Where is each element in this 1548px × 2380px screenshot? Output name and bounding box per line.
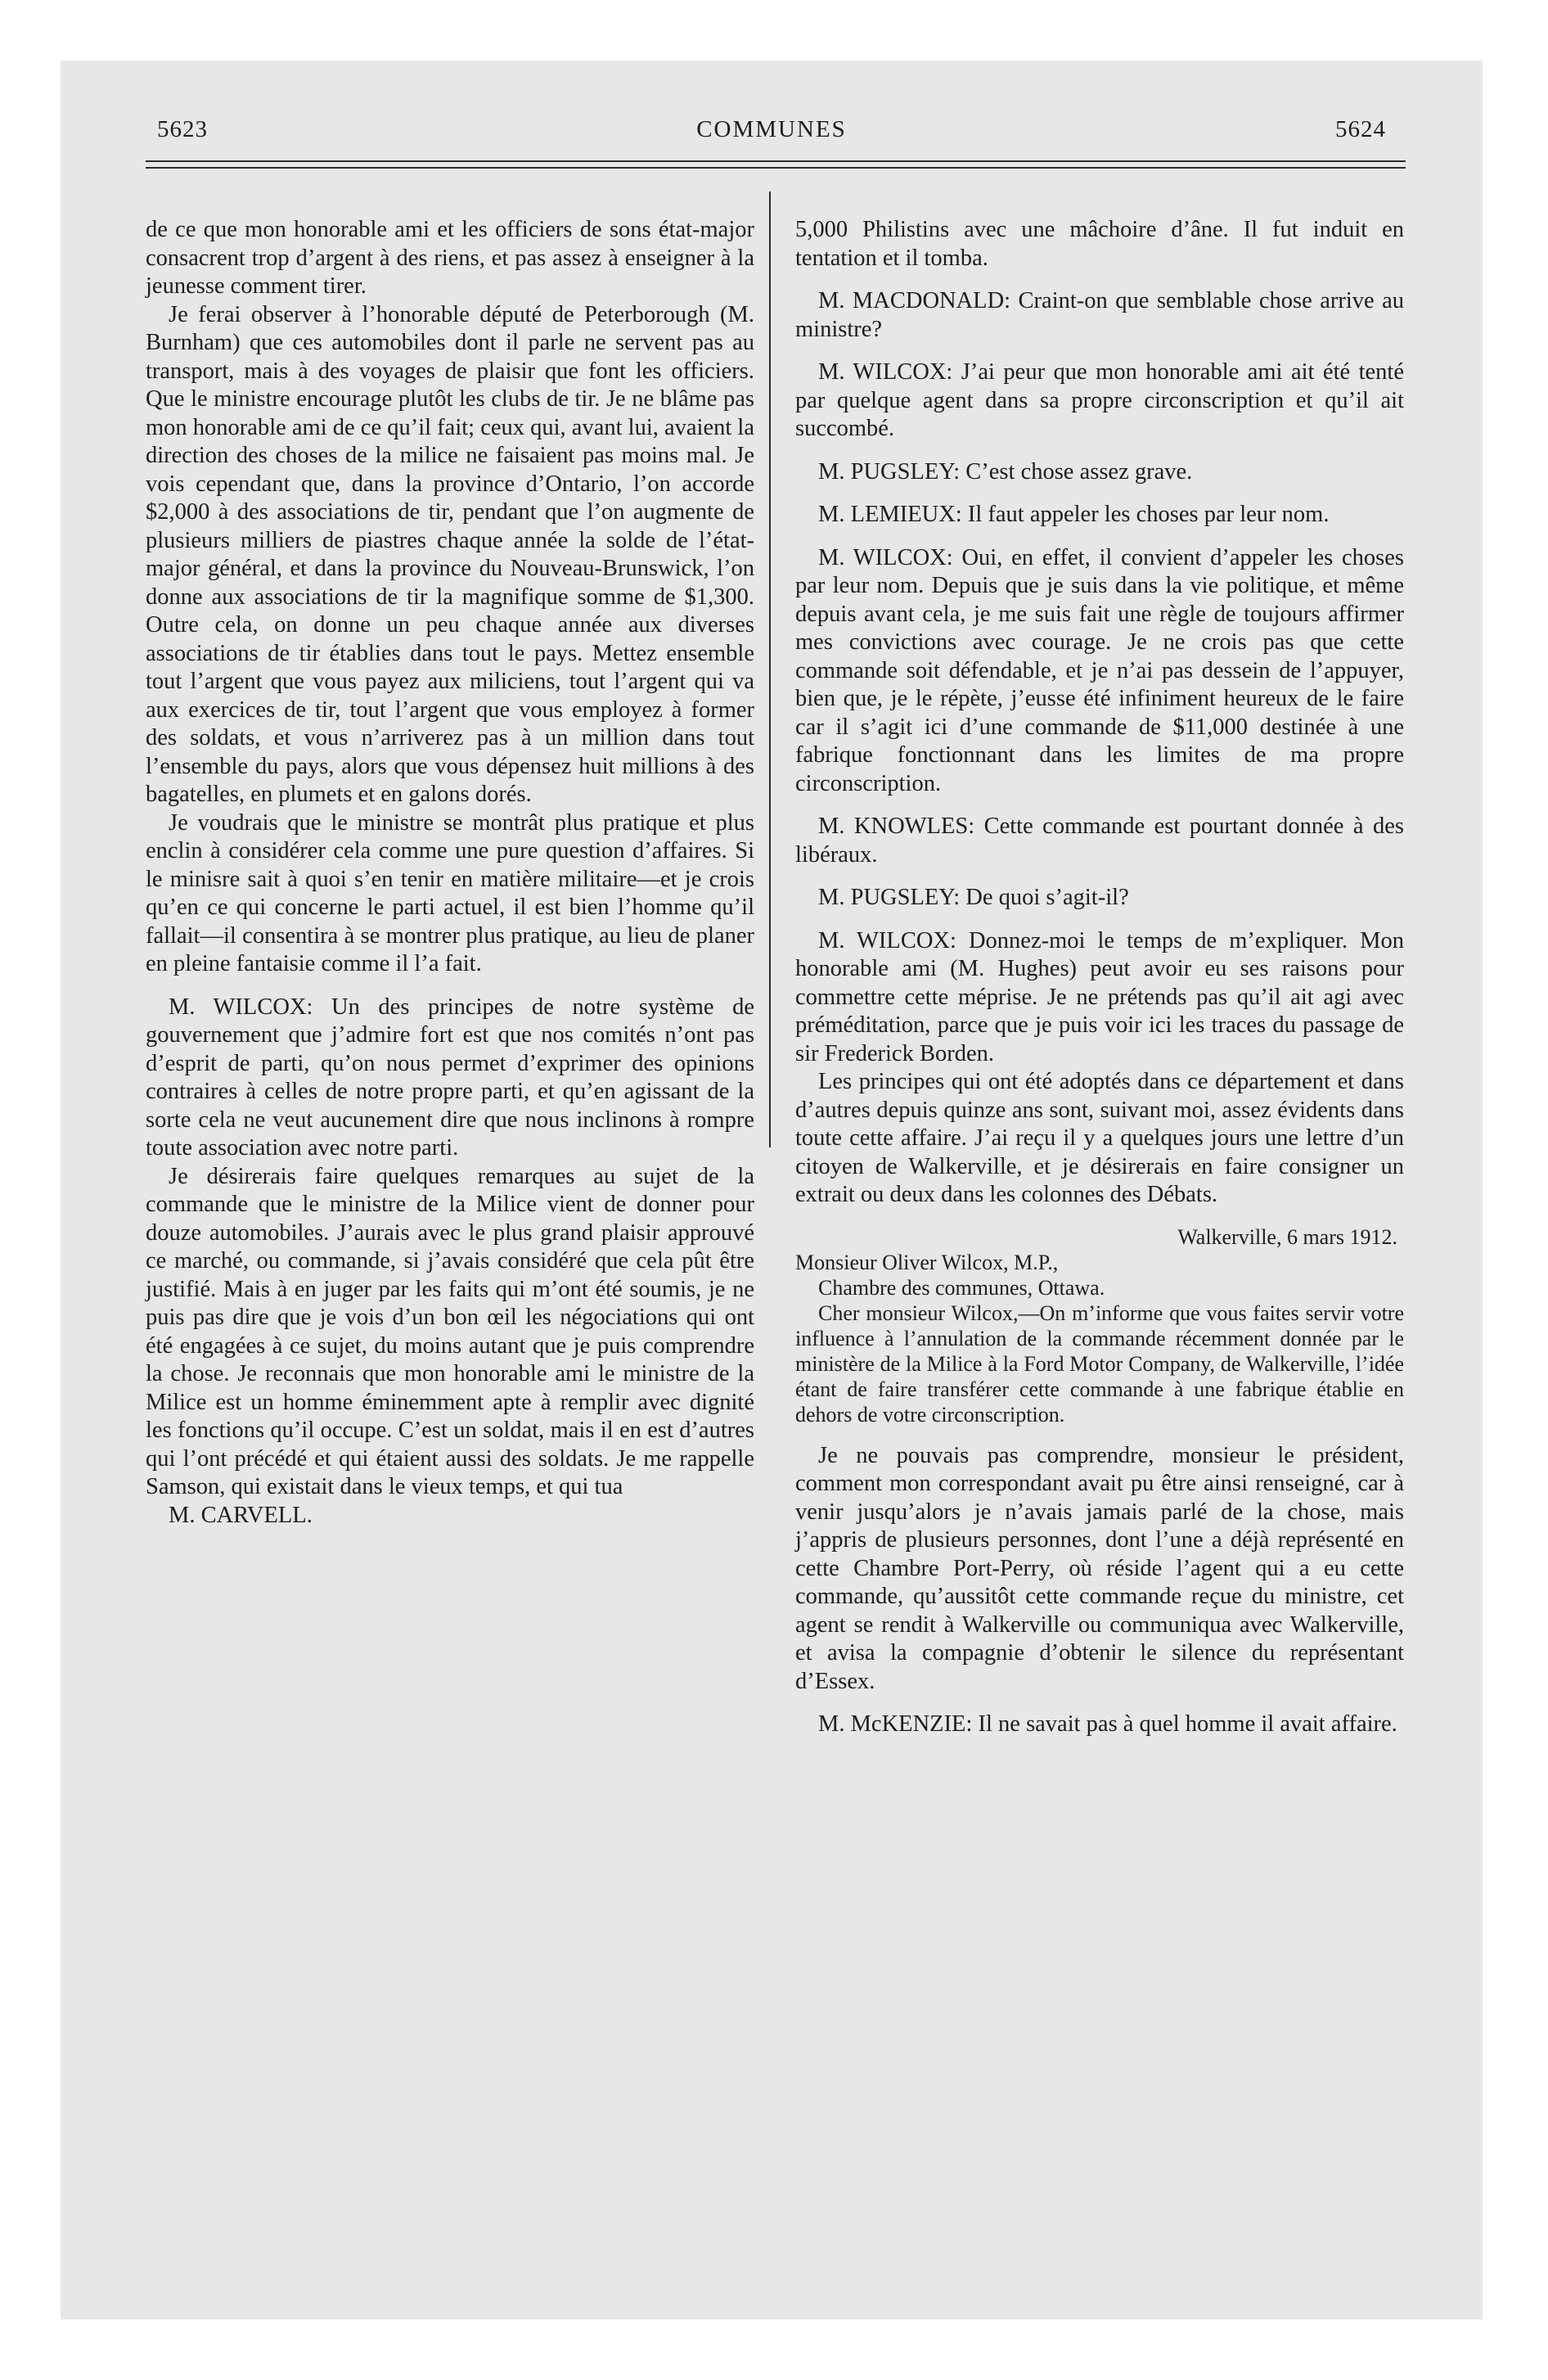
speech-wilcox: M. WILCOX: J’ai peur que mon honorable ami ait été tenté par quelque agent dans sa propre circonscription et qu’il ait succombé. <box>795 359 1404 441</box>
speech-lemieux: M. LEMIEUX: Il faut appeler les choses par leur nom. <box>818 502 1330 527</box>
speech-wilcox: M. WILCOX: Donnez-moi le temps de m’expliquer. Mon honorable ami (M. Hughes) peut avoir eu ses raisons pour commettre cette méprise. Je ne prétends pas qu’il ait agi avec préméditation, parce que je puis voir ici les traces du passage de sir Frederick Borden. <box>795 927 1404 1066</box>
speech-pugsley: M. PUGSLEY: De quoi s’agit-il? <box>818 885 1129 910</box>
paragraph: Je voudrais que le ministre se montrât plus pratique et plus enclin à considérer cela comme une pure question d’affaires. Si le minisre sait à quoi s’en tenir en matière militaire—et je crois qu’en ce qui concerne le parti actuel, il est bien l’homme qu’il fallait—il consentira à se montrer plus pratique, au lieu de planer en pleine fantaisie comme il l’a fait. <box>146 809 754 976</box>
paragraph: Je désirerais faire quelques remarques au sujet de la commande que le ministre de la Milice vient de donner pour douze automobiles. J’aurais avec le plus grand plaisir approuvé ce marché, ou commande, si j’avais considéré que cela pût être justifié. Mais à en juger par les faits qui m’ont été soumis, je ne puis pas dire que je vois d’un bon œil les négociations qui ont été engagées à ce sujet, du moins autant que je puis comprendre la chose. Je reconnais que mon honorable ami le ministre de la Milice est un homme éminemment apte à remplir avec dignité les fonctions qu’il occupe. C’est un soldat, mais il en est d’autres qui l’ont précédé et qui étaient aussi des soldats. Je me rappelle Samson, qui existait dans le vieux temps, et qui tua <box>146 1163 754 1499</box>
header-rule-top <box>146 160 1406 162</box>
right-column <box>795 216 1404 1739</box>
speech-wilcox: M. WILCOX: Oui, en effet, il convient d’appeler les choses par leur nom. Depuis que je suis dans la vie politique, et même depuis avant cela, je me suis fait une règle de toujours affirmer mes convictions avec courage. Je ne crois pas que cette commande soit défendable, et je n’ai pas dessein de l’appuyer, bien que, je le répète, j’eusse été infiniment heureux de le faire car il s’agit ici d’une commande de $11,000 destinée à une fabrique fonctionnant dans les limites de ma propre circonscription. <box>795 544 1404 796</box>
paragraph: 5,000 Philistins avec une mâchoire d’âne. Il fut induit en tentation et il tomba. <box>795 217 1404 271</box>
header-rule-bottom <box>146 167 1406 169</box>
page-number-right: 5624 <box>1335 116 1386 142</box>
paragraph: Je ne pouvais pas comprendre, monsieur le président, comment mon correspondant avait pu être ainsi renseigné, car à venir jusqu’alors je n’avais jamais parlé de la chose, mais j’appris de plusieurs personnes, dont l’une a déjà représenté en cette Chambre Port-Perry, où réside l’agent qui a eu cette commande, qu’aussitôt cette commande reçue du ministre, cet agent se rendit à Walkerville ou communiqua avec Walkerville, et avisa la compagnie d’obtenir le silence du représentant d’Essex. <box>795 1442 1404 1694</box>
page-number-left: 5623 <box>157 116 208 142</box>
paragraph: Je ferai observer à l’honorable député de Peterborough (M. Burnham) que ces automobiles dont il parle ne servent pas au transport, mais à des voyages de plaisir que font les officiers. Que le ministre encourage plutôt les clubs de tir. Je ne blâme pas mon honorable ami de ce qu’il fait; ceux qui, avant lui, avaient la direction des choses de la milice ne faisaient pas moins mal. Je vois cependant que, dans la province d’Ontario, l’on accorde $2,000 à des associations de tir, pendant que l’on augmente de plusieurs milliers de piastres chaque année la solde de l’état-major général, et dans la province du Nouveau-Brunswick, l’on donne aux associations de tir la magnifique somme de $1,300. Outre cela, on donne un peu chaque année aux diverses associations de tir établies dans tout le pays. Mettez ensemble tout l’argent que vous payez aux miliciens, tout l’argent qui va aux exercices de tir, tout l’argent que vous employez à former des soldats, et vous n’arriverez pas à un million dans tout l’ensemble du pays, alors que vous dépensez huit millions à des bagatelles, en plumets et en galons dorés. <box>146 301 754 807</box>
letter-body: Cher monsieur Wilcox,—On m’informe que vous faites servir votre influence à l’annulation de la commande récemment donnée par le ministère de la Milice à la Ford Motor Company, de Walkerville, l’idée étant de faire transférer cette commande à une fabrique établie en dehors de votre circonscription. <box>795 1300 1404 1427</box>
letter-address: Chambre des communes, Ottawa. <box>818 1275 1105 1300</box>
speaker-line: M. CARVELL. <box>169 1502 313 1528</box>
paragraph: de ce que mon honorable ami et les officiers de sons état-major consacrent trop d’argent à des riens, et pas assez à enseigner à la jeunesse comment tirer. <box>146 217 754 299</box>
speech-mckenzie: M. McKENZIE: Il ne savait pas à quel homme il avait affaire. <box>818 1711 1397 1737</box>
letter-address: Monsieur Oliver Wilcox, M.P., <box>795 1250 1059 1274</box>
column-divider <box>769 192 771 1147</box>
running-title: COMMUNES <box>696 116 847 142</box>
letter-dateline: Walkerville, 6 mars 1912. <box>1177 1224 1397 1249</box>
left-column <box>146 216 754 1530</box>
speech-pugsley: M. PUGSLEY: C’est chose assez grave. <box>818 458 1193 485</box>
speech-macdonald: M. MACDONALD: Craint-on que semblable chose arrive au ministre? <box>795 288 1404 342</box>
speech-knowles: M. KNOWLES: Cette commande est pourtant donnée à des libéraux. <box>795 814 1404 868</box>
speech-wilcox: M. WILCOX: Un des principes de notre système de gouvernement que j’admire fort est que nos comités n’ont pas d’esprit de parti, qu’on nous permet d’exprimer des opinions contraires à celles de notre propre parti, et qu’en agissant de la sorte cela ne veut aucunement dire que nous inclinons à rompre toute association avec notre parti. <box>146 994 754 1161</box>
page <box>61 61 1483 2319</box>
paragraph: Les principes qui ont été adoptés dans ce département et dans d’autres depuis quinze ans sont, suivant moi, assez évidents dans toute cette affaire. J’ai reçu il y a quelques jours une lettre d’un citoyen de Walkerville, et je désirerais en faire consigner un extrait ou deux dans les colonnes des Débats. <box>795 1069 1404 1207</box>
